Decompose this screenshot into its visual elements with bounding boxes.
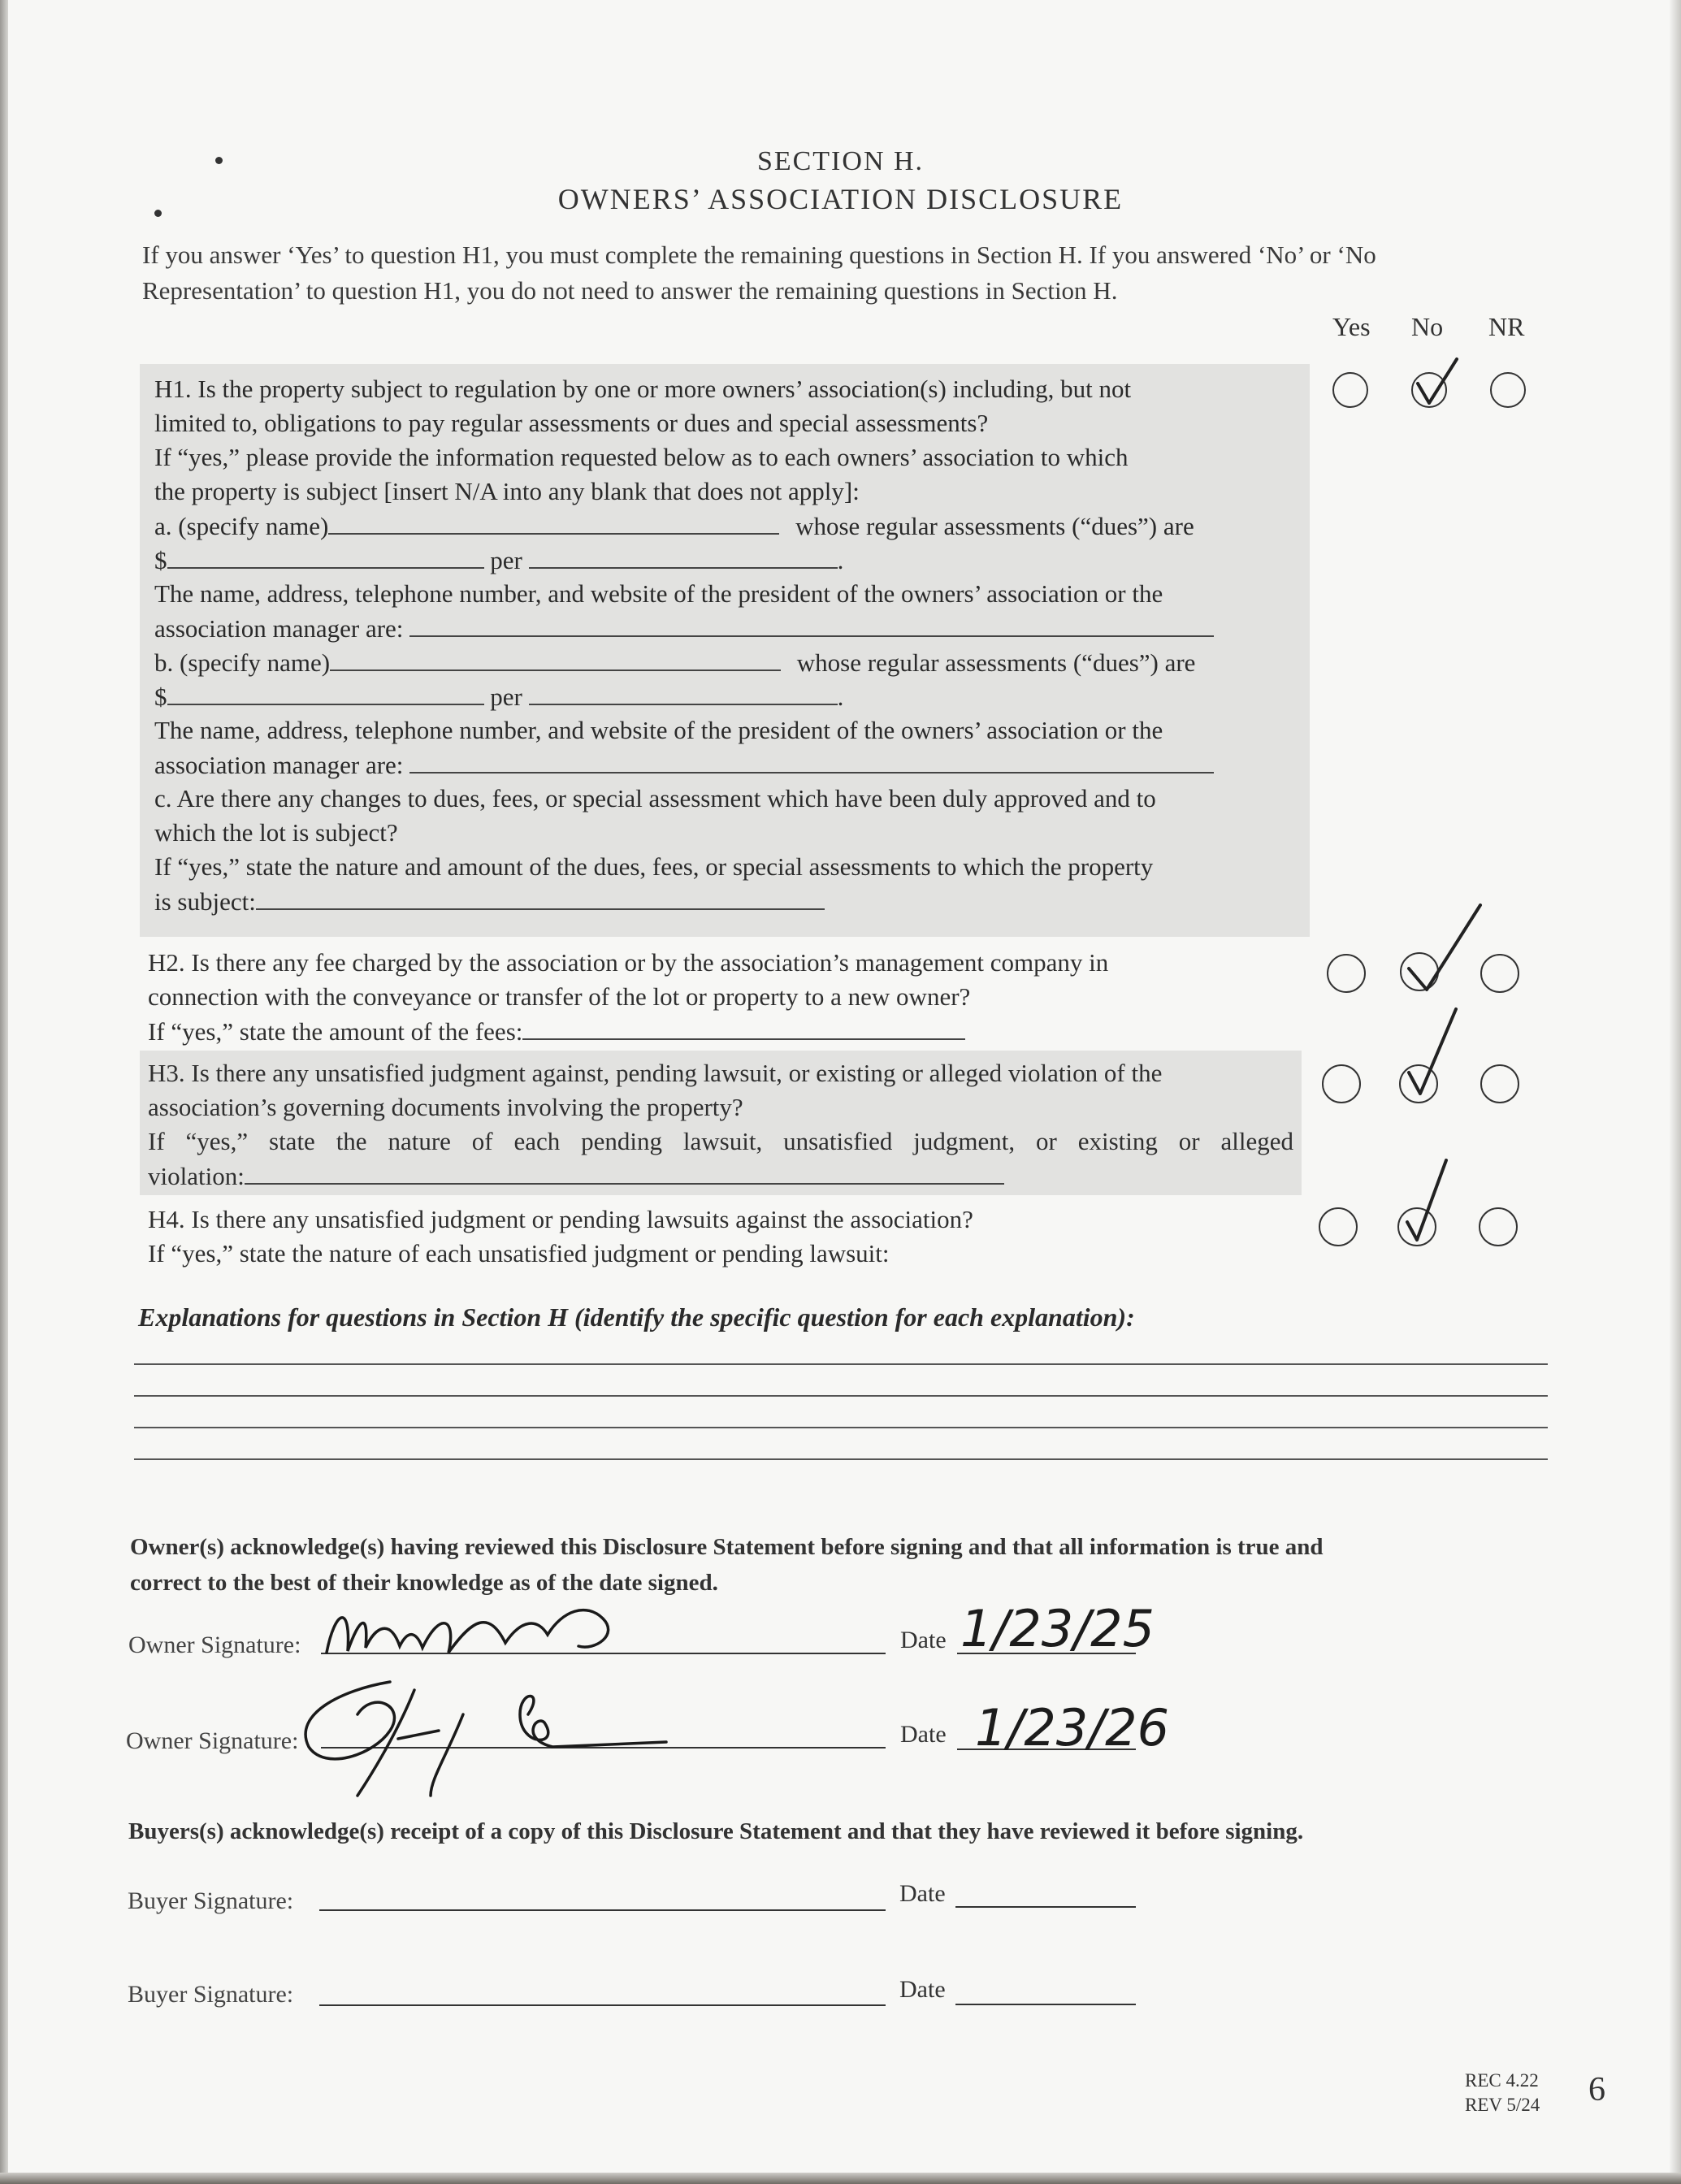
owner-ack-text: Owner(s) acknowledge(s) having reviewed this Disclosure Statement before signing and that all information is true and bbox=[130, 1534, 1324, 1560]
owner-signature-2-handwriting bbox=[276, 1658, 682, 1804]
owner-signature-1-handwriting bbox=[318, 1594, 643, 1667]
buyer-date-line-2[interactable] bbox=[955, 2004, 1136, 2005]
h4-question-line: If “yes,” state the nature of each unsatisfied judgment or pending lawsuit: bbox=[148, 1239, 890, 1268]
h4-yes-radio[interactable] bbox=[1319, 1207, 1358, 1246]
h1-c-row bbox=[154, 884, 1308, 918]
period: . bbox=[837, 546, 844, 574]
h2-no-checkmark-icon bbox=[1397, 902, 1495, 999]
h1-b-amount-field[interactable] bbox=[167, 679, 484, 705]
h1-president-label: association manager are: bbox=[154, 614, 404, 643]
buyer-date-label: Date bbox=[899, 1880, 946, 1907]
h1-question-line: the property is subject [insert N/A into any blank that does not apply]: bbox=[154, 477, 860, 505]
h1-a-name-field[interactable] bbox=[328, 509, 779, 535]
owner-date-label: Date bbox=[900, 1627, 947, 1653]
h3-violation-label: violation: bbox=[148, 1162, 245, 1190]
buyer-signature-line-1[interactable] bbox=[319, 1909, 886, 1911]
owner-ack-text: correct to the best of their knowledge as of the date signed. bbox=[130, 1570, 718, 1596]
h1-b-label: b. (specify name) bbox=[154, 648, 331, 677]
h1-question-line: H1. Is the property subject to regulation by one or more owners’ association(s) including, but not bbox=[154, 375, 1132, 403]
owner-signature-label: Owner Signature: bbox=[126, 1727, 299, 1754]
h1-c-line: c. Are there any changes to dues, fees, or special assessment which have been duly approved and to bbox=[154, 784, 1156, 812]
h3-violation-field[interactable] bbox=[245, 1159, 1004, 1185]
h1-a-amount-row bbox=[154, 543, 1308, 577]
buyer-ack-text: Buyers(s) acknowledge(s) receipt of a copy of this Disclosure Statement and that they have reviewed it before signing. bbox=[128, 1818, 1304, 1844]
h1-president-label: association manager are: bbox=[154, 751, 404, 779]
h1-question-line: limited to, obligations to pay regular assessments or dues and special assessments? bbox=[154, 409, 989, 437]
page-edge-left bbox=[0, 0, 8, 2184]
buyer-signature-line-2[interactable] bbox=[319, 2004, 886, 2006]
h1-c-line: which the lot is subject? bbox=[154, 818, 398, 847]
owner-date-2-value: 1/23/26 bbox=[975, 1698, 1170, 1757]
h4-question-line: H4. Is there any unsatisfied judgment or pending lawsuits against the association? bbox=[148, 1205, 973, 1233]
buyer-signature-label: Buyer Signature: bbox=[128, 1887, 294, 1914]
dollar-sign: $ bbox=[154, 546, 167, 574]
period: . bbox=[837, 682, 844, 711]
h1-president-line: The name, address, telephone number, and website of the president of the owners’ association or the bbox=[154, 716, 1163, 744]
explanation-line[interactable] bbox=[134, 1395, 1548, 1397]
explanation-line[interactable] bbox=[134, 1427, 1548, 1428]
h1-c-field[interactable] bbox=[256, 884, 825, 910]
h1-a-period-field[interactable] bbox=[529, 543, 838, 569]
per-label: per bbox=[490, 546, 522, 574]
h2-question-line: connection with the conveyance or transfer of the lot or property to a new owner? bbox=[148, 982, 971, 1011]
h2-fees-label: If “yes,” state the amount of the fees: bbox=[148, 1017, 523, 1046]
form-revision: REV 5/24 bbox=[1465, 2095, 1540, 2115]
owner-signature-label: Owner Signature: bbox=[128, 1632, 301, 1658]
h3-question-line: H3. Is there any unsatisfied judgment against, pending lawsuit, or existing or alleged violation of the bbox=[148, 1059, 1163, 1087]
h1-a-amount-field[interactable] bbox=[167, 543, 484, 569]
explanation-line[interactable] bbox=[134, 1363, 1548, 1365]
buyer-signature-label: Buyer Signature: bbox=[128, 1981, 294, 2008]
h3-yes-radio[interactable] bbox=[1322, 1064, 1361, 1103]
buyer-date-line-1[interactable] bbox=[955, 1906, 1136, 1908]
h1-a-label: a. (specify name) bbox=[154, 512, 329, 540]
buyer-date-label: Date bbox=[899, 1976, 946, 2003]
h1-b-dues-label: whose regular assessments (“dues”) are bbox=[796, 648, 1196, 677]
h1-b-president-field[interactable] bbox=[409, 748, 1214, 774]
form-code: REC 4.22 bbox=[1465, 2070, 1539, 2091]
h1-a-row bbox=[154, 509, 1308, 543]
h3-question-line: association’s governing documents involving the property? bbox=[148, 1093, 743, 1121]
h4-nr-radio[interactable] bbox=[1479, 1207, 1518, 1246]
intro-line: If you answer ‘Yes’ to question H1, you must complete the remaining questions in Section H. If you answered ‘No’ or ‘No bbox=[142, 240, 1376, 269]
page-edge-right bbox=[1670, 0, 1681, 2184]
h1-c-label: is subject: bbox=[154, 887, 256, 916]
owner-date-1-value: 1/23/25 bbox=[960, 1599, 1155, 1658]
h3-nr-radio[interactable] bbox=[1480, 1064, 1519, 1103]
page-number: 6 bbox=[1588, 2071, 1605, 2108]
h3-no-checkmark-icon bbox=[1399, 1006, 1480, 1103]
h2-yes-radio[interactable] bbox=[1327, 954, 1366, 993]
h1-no-checkmark-icon bbox=[1410, 356, 1467, 413]
h1-yes-radio[interactable] bbox=[1332, 372, 1368, 408]
column-header-no: No bbox=[1411, 312, 1444, 341]
h1-b-name-field[interactable] bbox=[330, 645, 781, 671]
owner-date-label: Date bbox=[900, 1721, 947, 1748]
h1-president-row bbox=[154, 748, 1308, 782]
explanations-heading: Explanations for questions in Section H (identify the specific question for each explanation): bbox=[138, 1302, 1135, 1332]
h1-b-period-field[interactable] bbox=[529, 679, 838, 705]
column-header-nr: NR bbox=[1488, 312, 1525, 341]
h2-fees-field[interactable] bbox=[522, 1014, 965, 1040]
column-header-yes: Yes bbox=[1332, 312, 1371, 341]
explanation-line[interactable] bbox=[134, 1458, 1548, 1460]
per-label: per bbox=[490, 682, 522, 711]
h3-question-line: If “yes,” state the nature of each pending lawsuit, unsatisfied judgment, or existing or alleged bbox=[148, 1127, 1293, 1155]
intro-line: Representation’ to question H1, you do not need to answer the remaining questions in Section H. bbox=[142, 276, 1118, 305]
h2-fees-row bbox=[148, 1014, 965, 1049]
h1-nr-radio[interactable] bbox=[1490, 372, 1526, 408]
section-title: SECTION H. bbox=[756, 146, 925, 176]
h1-president-row bbox=[154, 611, 1308, 645]
h1-a-dues-label: whose regular assessments (“dues”) are bbox=[795, 512, 1194, 540]
h1-b-row bbox=[154, 645, 1308, 679]
h1-c-line: If “yes,” state the nature and amount of the dues, fees, or special assessments to which the property bbox=[154, 852, 1154, 881]
h4-no-checkmark-icon bbox=[1396, 1155, 1477, 1253]
h1-president-line: The name, address, telephone number, and website of the president of the owners’ association or the bbox=[154, 579, 1163, 608]
h3-violation-row bbox=[148, 1159, 1004, 1194]
section-subtitle: OWNERS’ ASSOCIATION DISCLOSURE bbox=[557, 183, 1124, 215]
h1-a-president-field[interactable] bbox=[409, 611, 1214, 637]
page-edge-bottom bbox=[0, 2173, 1681, 2184]
h1-b-amount-row bbox=[154, 679, 1308, 713]
dollar-sign: $ bbox=[154, 682, 167, 711]
h1-question-line: If “yes,” please provide the information requested below as to each owners’ association to which bbox=[154, 443, 1129, 471]
h2-question-line: H2. Is there any fee charged by the association or by the association’s management company in bbox=[148, 948, 1109, 977]
